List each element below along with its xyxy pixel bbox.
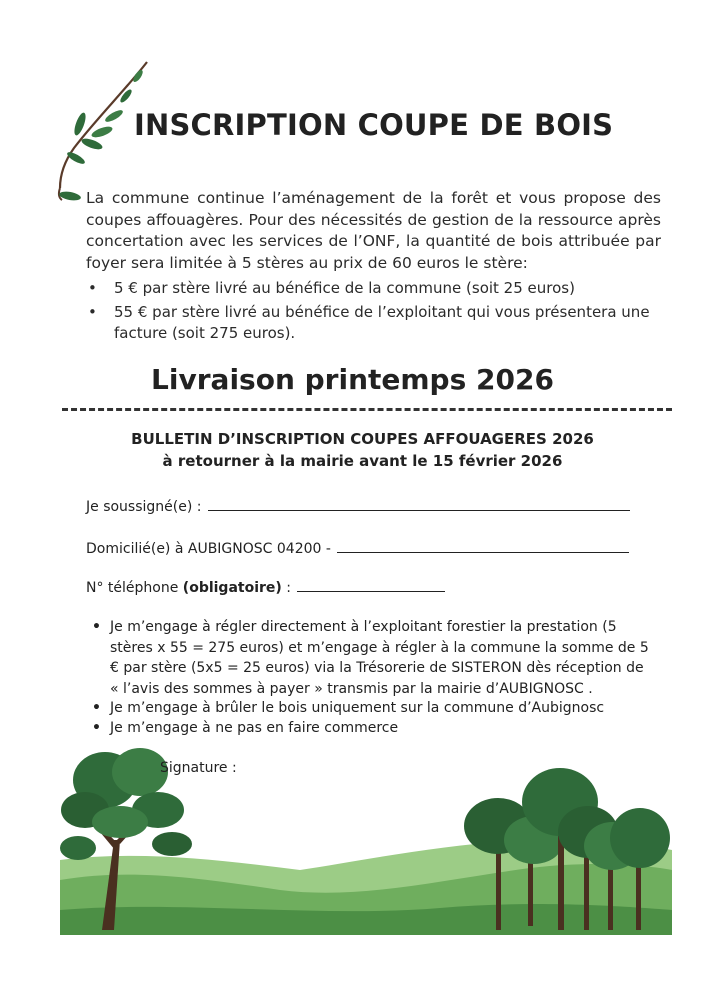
phone-colon: : (281, 580, 291, 596)
intro-paragraph: La commune continue l’aménagement de la forêt et vous propose des coupes affouagères. Pour des nécessités de gestion de la ressource après concertation avec les services de l’ONF, la quantité de bois attribuée par foyer sera limitée à 5 stères au prix de 60 euros le stère: (86, 189, 661, 272)
name-label: Je soussigné(e) : (86, 499, 202, 515)
name-field[interactable] (86, 496, 630, 515)
phone-label: N° téléphone (86, 580, 179, 596)
list-item: • 55 € par stère livré au bénéfice de l’exploitant qui vous présentera une facture (soit 275 euros). (88, 303, 650, 342)
address-input-line[interactable] (337, 538, 629, 553)
phone-input-line[interactable] (297, 577, 445, 592)
phone-field[interactable] (86, 577, 445, 596)
delivery-title: Livraison printemps 2026 (151, 363, 554, 396)
bullet-icon: • (88, 279, 97, 297)
bulletin-heading (0, 428, 705, 472)
bulletin-subtitle: à retourner à la mairie avant le 15 février 2026 (162, 452, 563, 470)
list-item: • Je m’engage à ne pas en faire commerce (92, 718, 652, 739)
list-item: • Je m’engage à brûler le bois uniquement sur la commune d’Aubignosc (92, 698, 652, 719)
bullet-icon: • (92, 619, 101, 635)
forest-landscape-icon (60, 740, 672, 935)
list-item: • Je m’engage à régler directement à l’exploitant forestier la prestation (5 stères x 55 = 275 euros) et m’engage à régler à la commune la somme de 5 € par stère (5x5 = 25 euros) via la Trésorerie de SISTERON dès réception de « l’avis des sommes à payer » transmis par la mairie d’AUBIGNOSC . (92, 619, 649, 697)
signature-label: Signature : (160, 760, 237, 776)
bulletin-title: BULLETIN D’INSCRIPTION COUPES AFFOUAGERES 2026 (131, 430, 594, 448)
phone-required: (obligatoire) (182, 580, 282, 596)
address-field[interactable] (86, 538, 629, 557)
bullet-icon: • (88, 303, 97, 321)
name-input-line[interactable] (208, 496, 630, 511)
address-label: Domicilié(e) à AUBIGNOSC 04200 - (86, 541, 331, 557)
page-title: INSCRIPTION COUPE DE BOIS (134, 108, 614, 142)
list-item: • 5 € par stère livré au bénéfice de la commune (soit 25 euros) (88, 279, 575, 297)
bullet-icon: • (92, 700, 101, 716)
bullet-icon: • (92, 720, 101, 736)
cut-line (62, 408, 672, 411)
